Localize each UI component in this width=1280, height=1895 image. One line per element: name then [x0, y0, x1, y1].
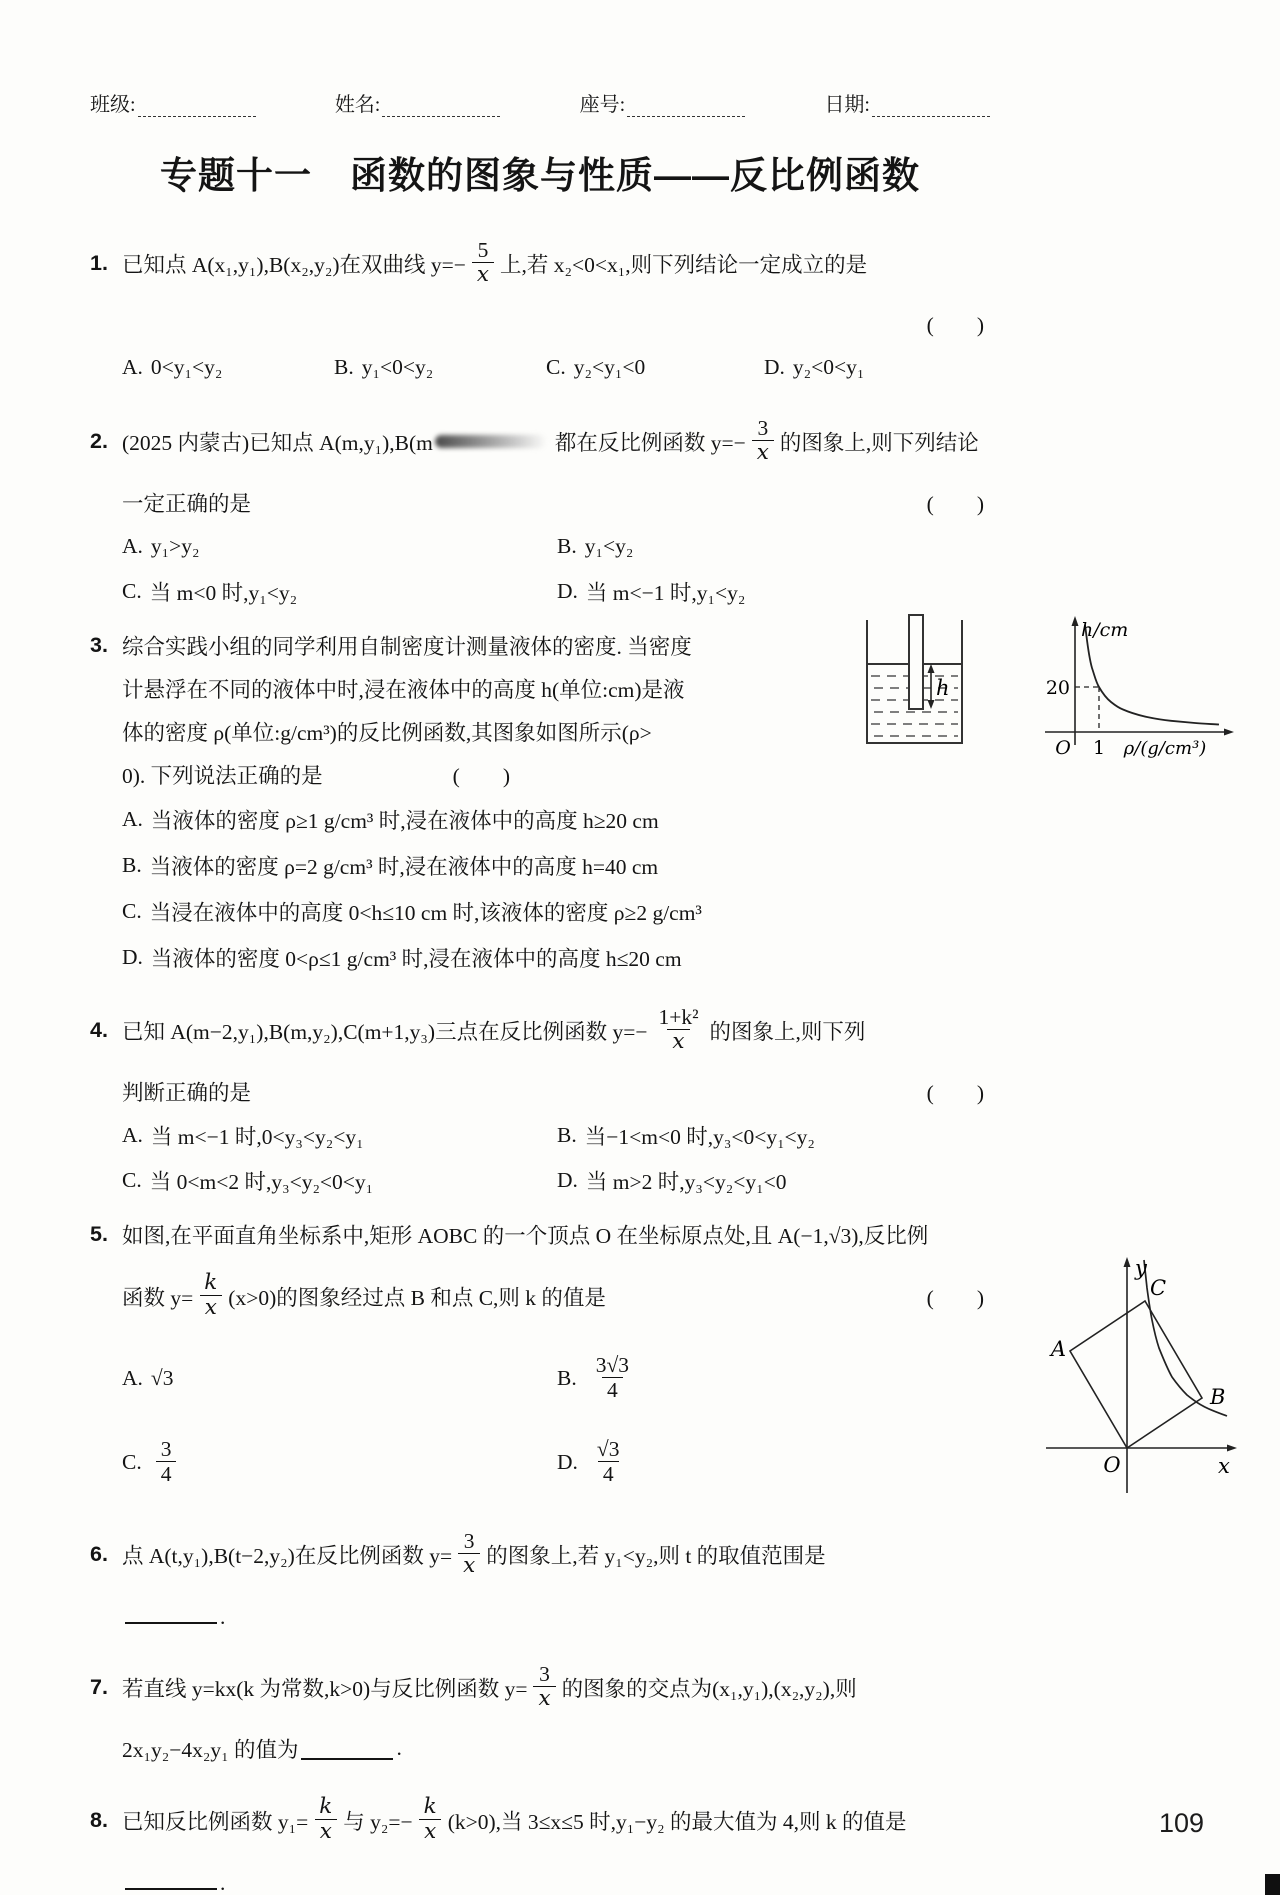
fraction: [199, 1272, 222, 1319]
q6-number: 6.: [90, 1541, 108, 1566]
name-blank-line: [382, 99, 500, 117]
fraction-numerator: 3: [539, 1662, 550, 1687]
date-label: 日期:: [824, 94, 870, 116]
date-blank-line: [872, 99, 990, 117]
q4-line-2: [90, 1070, 990, 1113]
graph-xlabel: ρ/(g/cm³): [1123, 738, 1207, 759]
q3-text-1: 综合实践小组的同学利用自制密度计测量液体的密度. 当密度: [122, 635, 692, 659]
q1-number: 1.: [90, 250, 108, 275]
q5-line-1: [90, 1213, 990, 1256]
q8-text-mid: 与 y₂=−: [343, 1809, 413, 1834]
option-c: C. 当 m<0 时,y₁<y₂: [122, 579, 298, 605]
q1-text-pre: 已知点 A(x₁,y₁),B(x₂,y₂)在双曲线 y=−: [122, 252, 466, 277]
fraction: [592, 1438, 625, 1485]
tick-1: 1: [1092, 737, 1106, 759]
q2-text-mid: 都在反比例函数 y=−: [554, 430, 746, 455]
q5-text-1: 如图,在平面直角坐标系中,矩形 AOBC 的一个顶点 O 在坐标原点处,且 A(−1,√3),反比例: [122, 1224, 929, 1248]
option-c: C. $\frac{3}{4}$: [122, 1420, 557, 1504]
answer-blank: [125, 1602, 217, 1624]
option-d: D. 当 m>2 时,y₃<y₂<y₁<0: [557, 1168, 787, 1194]
q7-text-line2: 2x₁y₂−4x₂y₁ 的值为: [122, 1738, 299, 1762]
option-b: B. $\frac{3√3}{4}$: [557, 1336, 990, 1420]
rectangle-AOBC: [1070, 1301, 1202, 1448]
fraction: [591, 1354, 634, 1401]
point-C-label: C: [1150, 1276, 1167, 1300]
q5-line-2: [90, 1256, 990, 1336]
name-label: 姓名:: [334, 94, 381, 116]
q8-text-post: (k>0),当 3≤x≤5 时,y₁−y₂ 的最大值为 4,则 k 的值是: [447, 1809, 907, 1834]
fraction-numerator: 3: [463, 1529, 475, 1554]
coordinate-figure: [1042, 1253, 1242, 1503]
q3-number: 3.: [90, 633, 108, 657]
fraction: [533, 1663, 555, 1710]
q6-text-pre: 点 A(t,y₁),B(t−2,y₂)在反比例函数 y=: [122, 1543, 453, 1568]
answer-bracket: ( ): [926, 1285, 984, 1310]
q3-text-3: 体的密度 ρ(单位:g/cm³)的反比例函数,其图象如图所示(ρ>: [122, 721, 652, 745]
fraction: [314, 1796, 337, 1843]
seat-field: [580, 88, 746, 117]
q6-text-post: 的图象上,若 y₁<y₂,则 t 的取值范围是: [486, 1543, 826, 1568]
option-c: C. y₂<y₁<0: [546, 354, 646, 379]
x-axis-arrow: [1224, 729, 1234, 736]
q8-line-1: [90, 1780, 990, 1860]
q4-line-1: [90, 990, 990, 1070]
header-meta: [90, 88, 990, 117]
q1-text-post: 上,若 x₂<0<x₁,则下列结论一定成立的是: [500, 252, 868, 277]
h-label: h: [936, 676, 950, 700]
fraction-numerator: k: [423, 1794, 437, 1820]
q5-options-row-2: [90, 1420, 990, 1504]
fraction: [472, 239, 494, 286]
q6-line-1: [90, 1514, 990, 1594]
origin-label: O: [1103, 1453, 1121, 1477]
fraction-denominator: 4: [598, 1461, 619, 1486]
q5-number: 5.: [90, 1222, 108, 1246]
option-a: A. 当 m<−1 时,0<y₃<y₂<y₁: [122, 1123, 364, 1149]
question-6: [90, 1514, 990, 1637]
fraction-numerator: 1+k²: [658, 1005, 699, 1030]
q3-line-1: [90, 624, 990, 667]
fraction-denominator: x: [419, 1819, 441, 1844]
option-a: A. 0<y₁<y₂: [122, 354, 223, 379]
q2-number: 2.: [90, 428, 108, 453]
option-a: A. √3: [122, 1365, 174, 1390]
option-c: C. 当浸在液体中的高度 0<h≤10 cm 时,该液体的密度 ρ≥2 g/cm³: [122, 898, 702, 925]
q3-line-4: [90, 753, 990, 796]
q1-options: [90, 343, 990, 391]
q4-text-post: 的图象上,则下列: [709, 1019, 866, 1044]
page-number: 109: [1158, 1808, 1204, 1838]
q6-blank-line: [90, 1594, 990, 1637]
q4-number: 4.: [90, 1017, 108, 1042]
fraction-numerator: 3: [160, 1437, 172, 1462]
q1-bracket-line: [90, 303, 990, 343]
period: .: [220, 1870, 226, 1895]
fraction-numerator: k: [204, 1270, 218, 1296]
q3-text-2: 计悬浮在不同的液体中时,浸在液体中的高度 h(单位:cm)是液: [122, 678, 685, 702]
answer-blank: [301, 1738, 393, 1760]
q2-text-line2: 一定正确的是: [122, 492, 252, 516]
q7-number: 7.: [90, 1674, 108, 1699]
date-field: [824, 88, 990, 117]
fraction-denominator: x: [667, 1029, 689, 1054]
q7-text-post: 的图象的交点为(x₁,y₁),(x₂,y₂),则: [561, 1676, 857, 1701]
fraction-denominator: x: [458, 1553, 480, 1578]
q2-text-post: 的图象上,则下列结论: [779, 430, 979, 455]
q4-text-pre: 已知 A(m−2,y₁),B(m,y₂),C(m+1,y₃)三点在反比例函数 y=−: [122, 1019, 648, 1044]
fraction-denominator: x: [200, 1295, 222, 1320]
fraction: [419, 1796, 442, 1843]
fraction-denominator: 4: [602, 1377, 623, 1402]
q8-text-pre: 已知反比例函数 y₁=: [122, 1809, 309, 1834]
y-label: y: [1135, 1256, 1147, 1280]
period: .: [220, 1604, 226, 1629]
density-meter-tube: [909, 615, 923, 709]
q5-text-2post: (x>0)的图象经过点 B 和点 C,则 k 的值是: [228, 1285, 606, 1310]
h-arrow-top: [928, 664, 935, 673]
option-d: D. y₂<0<y₁: [764, 354, 865, 379]
answer-bracket: ( ): [926, 312, 984, 337]
beaker-figure: [862, 614, 967, 749]
q8-blank-line: [90, 1860, 990, 1895]
fraction: [653, 1006, 703, 1053]
q1-line-1: [90, 223, 990, 303]
question-8: [90, 1780, 990, 1895]
question-7: [90, 1647, 990, 1770]
seat-blank-line: [627, 99, 745, 117]
answer-blank: [125, 1868, 217, 1890]
q8-number: 8.: [90, 1807, 108, 1832]
fraction-denominator: x: [472, 262, 494, 287]
fraction-denominator: 4: [156, 1461, 177, 1486]
fraction-denominator: x: [752, 440, 774, 465]
q7-line-2: [90, 1727, 990, 1770]
class-label: 班级:: [90, 94, 136, 116]
q3-line-3: [90, 710, 990, 753]
question-5: [90, 1213, 1230, 1504]
fraction-numerator: √3: [596, 1437, 620, 1462]
erased-smudge: [435, 435, 547, 448]
q4-text-line2: 判断正确的是: [122, 1081, 252, 1105]
option-b: B. y₁<y₂: [557, 534, 634, 558]
q3-line-2: [90, 667, 990, 710]
question-2: [90, 401, 990, 614]
fraction: [156, 1438, 177, 1485]
fraction-denominator: x: [315, 1819, 337, 1844]
tick-20: 20: [1045, 677, 1070, 699]
q5-text-2pre: 函数 y=: [122, 1285, 194, 1310]
option-c: C. 当 0<m<2 时,y₃<y₂<0<y₁: [122, 1168, 374, 1194]
answer-bracket: ( ): [926, 492, 984, 516]
scan-corner-mark: [1265, 1874, 1280, 1895]
q2-options: [90, 524, 990, 614]
y-axis-arrow: [1072, 616, 1079, 626]
fraction-numerator: 3√3: [595, 1353, 630, 1378]
q7-text-pre: 若直线 y=kx(k 为常数,k>0)与反比例函数 y=: [122, 1676, 528, 1701]
fraction: [458, 1530, 480, 1577]
q5-options-row-1: [90, 1336, 990, 1420]
q2-text-pre: (2025 内蒙古)已知点 A(m,y₁),B(m: [122, 430, 433, 455]
x-axis-arrow: [1227, 1445, 1237, 1452]
h-arrow-bottom: [928, 700, 935, 709]
y-axis-arrow: [1124, 1257, 1131, 1267]
option-b: B. y₁<0<y₂: [334, 354, 434, 379]
option-d: D. 当 m<−1 时,y₁<y₂: [557, 579, 746, 605]
class-field: [90, 88, 256, 117]
density-graph: [1035, 614, 1240, 762]
point-B-label: B: [1210, 1385, 1226, 1409]
answer-bracket: ( ): [452, 764, 510, 788]
question-1: [90, 223, 990, 391]
page-title: 专题十一 函数的图象与性质——反比例函数: [160, 155, 920, 196]
q2-line-1: [90, 401, 990, 481]
period: .: [396, 1736, 402, 1760]
seat-label: 座号:: [579, 94, 626, 116]
fraction-numerator: k: [319, 1794, 333, 1820]
question-4: [90, 990, 990, 1203]
name-field: [335, 88, 501, 117]
q7-line-1: [90, 1647, 990, 1727]
q3-figures: [862, 614, 1240, 762]
class-blank-line: [138, 99, 256, 117]
x-label: x: [1218, 1454, 1230, 1478]
q5-figure: [1042, 1253, 1242, 1509]
answer-bracket: ( ): [926, 1081, 984, 1105]
fraction-numerator: 3: [757, 416, 769, 441]
option-b: B. 当液体的密度 ρ=2 g/cm³ 时,浸在液体中的高度 h=40 cm: [122, 852, 659, 879]
fraction-numerator: 5: [477, 238, 489, 263]
q2-line-2: [90, 481, 990, 524]
origin-label: O: [1055, 737, 1071, 759]
fraction-denominator: x: [533, 1686, 555, 1711]
fraction: [752, 417, 774, 464]
option-a: A. 当液体的密度 ρ≥1 g/cm³ 时,浸在液体中的高度 h≥20 cm: [122, 806, 659, 833]
option-d: D. $\frac{√3}{4}$: [557, 1420, 990, 1504]
option-a: A. y₁>y₂: [122, 534, 200, 558]
q4-options: [90, 1113, 990, 1203]
option-b: B. 当−1<m<0 时,y₃<0<y₁<y₂: [557, 1123, 815, 1149]
option-d: D. 当液体的密度 0<ρ≤1 g/cm³ 时,浸在液体中的高度 h≤20 cm: [122, 944, 682, 971]
question-3: [90, 619, 1207, 980]
point-A-label: A: [1050, 1337, 1066, 1361]
graph-ylabel: h/cm: [1081, 619, 1129, 641]
q3-text-4: 0). 下列说法正确的是: [122, 764, 323, 788]
